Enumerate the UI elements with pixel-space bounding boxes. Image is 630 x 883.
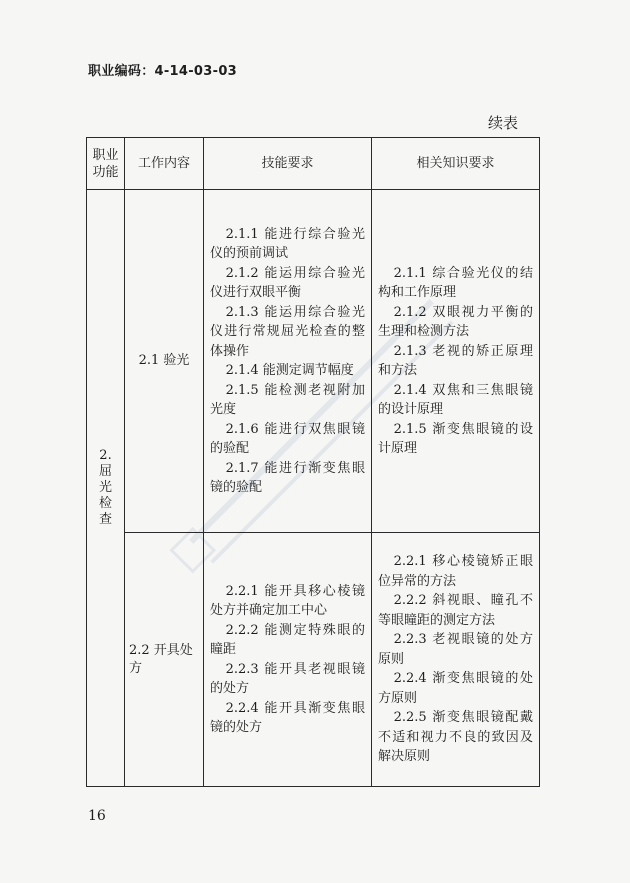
skills-table (86, 137, 540, 787)
page-number: 16 (88, 808, 106, 824)
table-row (87, 533, 540, 787)
work-content-cell: 2.2 开具处方 (125, 533, 204, 787)
function-char: 查 (98, 512, 112, 527)
knowledge-item: 2.1.5 渐变焦眼镜的设计原理 (378, 421, 533, 456)
function-char: 屈 (98, 464, 112, 479)
skill-item: 2.1.2 能运用综合验光仪进行双眼平衡 (210, 265, 365, 300)
knowledge-item: 2.1.2 双眼视力平衡的生理和检测方法 (378, 304, 533, 339)
skill-item: 2.1.5 能检测老视附加光度 (210, 382, 365, 417)
header-knowledge: 相关知识要求 (372, 138, 540, 190)
skill-item: 2.1.4 能测定调节幅度 (225, 363, 354, 378)
skill-item: 2.2.2 能测定特殊眼的瞳距 (210, 622, 365, 657)
continued-label: 续表 (487, 114, 518, 132)
occupation-code: 职业编码：4-14-03-03 (88, 64, 238, 79)
knowledge-cell (372, 190, 540, 533)
knowledge-cell (372, 533, 540, 787)
skill-item: 2.1.1 能进行综合验光仪的预前调试 (210, 226, 365, 261)
header-work: 工作内容 (125, 138, 204, 190)
function-number: 2. (99, 448, 112, 463)
function-char: 检 (98, 496, 112, 511)
knowledge-item: 2.1.3 老视的矫正原理和方法 (378, 343, 533, 378)
function-cell (87, 190, 125, 787)
knowledge-item: 2.1.4 双焦和三焦眼镜的设计原理 (378, 382, 533, 417)
table-header-row (87, 138, 540, 190)
skill-item: 2.1.6 能进行双焦眼镜的验配 (210, 421, 365, 456)
knowledge-item: 2.2.2 斜视眼、瞳孔不等眼瞳距的测定方法 (378, 593, 533, 628)
knowledge-item: 2.2.5 渐变焦眼镜配戴不适和视力不良的致因及解决原则 (378, 710, 533, 765)
header-skill: 技能要求 (204, 138, 372, 190)
knowledge-item: 2.2.1 移心棱镜矫正眼位异常的方法 (378, 554, 533, 589)
skill-item: 2.2.3 能开具老视眼镜的处方 (210, 661, 365, 696)
header-function: 职业功能 (87, 138, 125, 190)
knowledge-item: 2.1.1 综合验光仪的结构和工作原理 (378, 265, 533, 300)
skill-item: 2.2.4 能开具渐变焦眼镜的处方 (210, 700, 365, 735)
skill-item: 2.2.1 能开具移心棱镜处方并确定加工中心 (210, 583, 365, 618)
work-content-cell: 2.1 验光 (125, 190, 204, 533)
function-char: 光 (98, 480, 112, 495)
skill-item: 2.1.3 能运用综合验光仪进行常规屈光检查的整体操作 (210, 304, 365, 359)
knowledge-item: 2.2.4 渐变焦眼镜的处方原则 (378, 671, 533, 706)
table-row (87, 190, 540, 533)
skills-cell (204, 190, 372, 533)
skill-item: 2.1.7 能进行渐变焦眼镜的验配 (210, 460, 365, 495)
skills-cell (204, 533, 372, 787)
knowledge-item: 2.2.3 老视眼镜的处方原则 (378, 632, 533, 667)
